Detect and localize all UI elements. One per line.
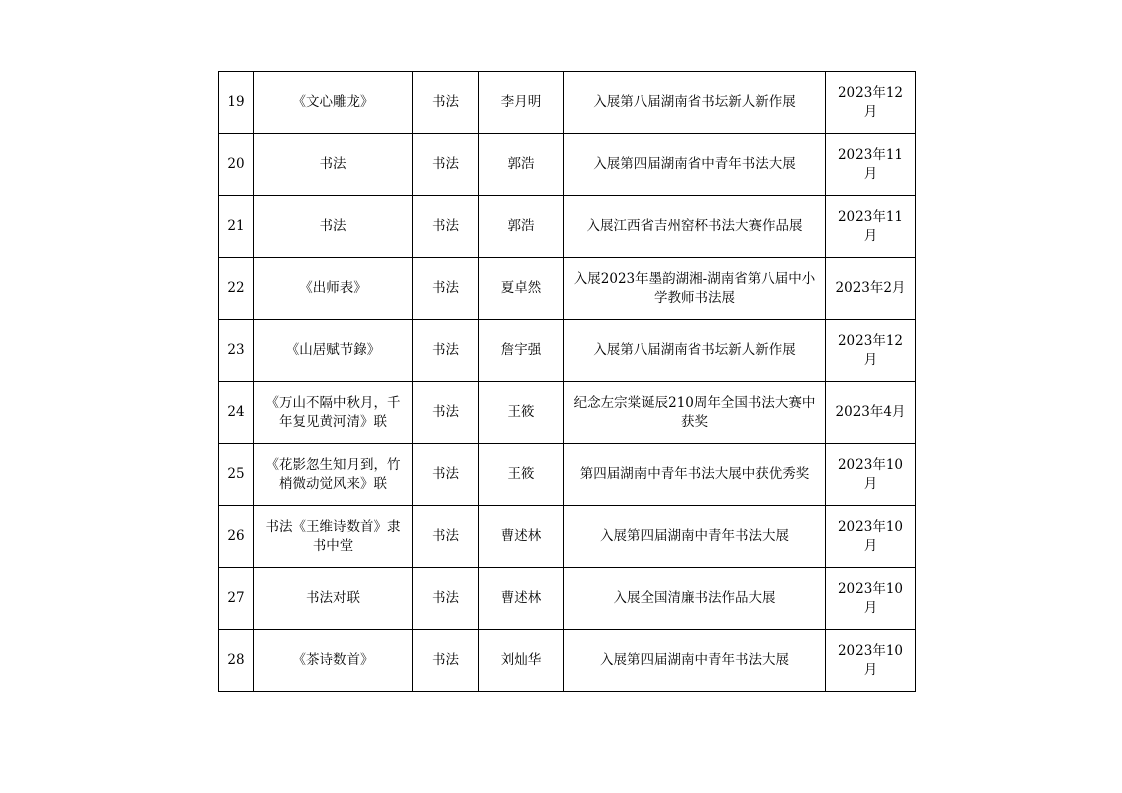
cell-category: 书法: [413, 444, 479, 506]
table-row: [219, 72, 916, 134]
cell-author: 曹述林: [479, 568, 564, 630]
cell-author: 刘灿华: [479, 630, 564, 692]
awards-table: [218, 71, 916, 692]
cell-title: 书法: [254, 134, 413, 196]
table-row: [219, 134, 916, 196]
cell-number: 24: [219, 382, 254, 444]
cell-category: 书法: [413, 258, 479, 320]
cell-category: 书法: [413, 568, 479, 630]
cell-category: 书法: [413, 72, 479, 134]
cell-title: 《山居赋节錄》: [254, 320, 413, 382]
table-row: [219, 196, 916, 258]
cell-number: 21: [219, 196, 254, 258]
cell-category: 书法: [413, 630, 479, 692]
cell-title: 书法《王维诗数首》隶书中堂: [254, 506, 413, 568]
cell-award: 入展第四届湖南省中青年书法大展: [564, 134, 826, 196]
cell-award: 入展第四届湖南中青年书法大展: [564, 630, 826, 692]
cell-title: 书法: [254, 196, 413, 258]
cell-category: 书法: [413, 320, 479, 382]
cell-author: 郭浩: [479, 134, 564, 196]
cell-number: 22: [219, 258, 254, 320]
table-row: [219, 320, 916, 382]
cell-author: 夏卓然: [479, 258, 564, 320]
cell-award: 入展江西省吉州窑杯书法大赛作品展: [564, 196, 826, 258]
cell-number: 28: [219, 630, 254, 692]
cell-category: 书法: [413, 382, 479, 444]
table-row: [219, 444, 916, 506]
cell-number: 23: [219, 320, 254, 382]
cell-author: 曹述林: [479, 506, 564, 568]
table-row: [219, 382, 916, 444]
cell-date: 2023年11月: [826, 196, 916, 258]
cell-author: 王筱: [479, 444, 564, 506]
cell-award: 纪念左宗棠诞辰210周年全国书法大赛中获奖: [564, 382, 826, 444]
cell-title: 《文心雕龙》: [254, 72, 413, 134]
cell-author: 李月明: [479, 72, 564, 134]
cell-award: 入展第八届湖南省书坛新人新作展: [564, 320, 826, 382]
cell-category: 书法: [413, 506, 479, 568]
cell-title: 《出师表》: [254, 258, 413, 320]
cell-title: 书法对联: [254, 568, 413, 630]
cell-date: 2023年12月: [826, 72, 916, 134]
cell-award: 入展2023年墨韵湖湘-湖南省第八届中小学教师书法展: [564, 258, 826, 320]
table-row: [219, 506, 916, 568]
cell-date: 2023年10月: [826, 506, 916, 568]
cell-number: 26: [219, 506, 254, 568]
cell-date: 2023年11月: [826, 134, 916, 196]
cell-date: 2023年4月: [826, 382, 916, 444]
cell-award: 入展第四届湖南中青年书法大展: [564, 506, 826, 568]
cell-number: 20: [219, 134, 254, 196]
cell-author: 詹宇强: [479, 320, 564, 382]
cell-award: 入展第八届湖南省书坛新人新作展: [564, 72, 826, 134]
cell-author: 王筱: [479, 382, 564, 444]
cell-category: 书法: [413, 134, 479, 196]
cell-number: 19: [219, 72, 254, 134]
cell-number: 25: [219, 444, 254, 506]
cell-number: 27: [219, 568, 254, 630]
cell-award: 入展全国清廉书法作品大展: [564, 568, 826, 630]
cell-date: 2023年10月: [826, 568, 916, 630]
cell-date: 2023年2月: [826, 258, 916, 320]
cell-date: 2023年10月: [826, 444, 916, 506]
cell-title: 《花影忽生知月到，竹梢微动觉风来》联: [254, 444, 413, 506]
cell-title: 《茶诗数首》: [254, 630, 413, 692]
cell-title: 《万山不隔中秋月，千年复见黄河清》联: [254, 382, 413, 444]
cell-award: 第四届湖南中青年书法大展中获优秀奖: [564, 444, 826, 506]
cell-date: 2023年12月: [826, 320, 916, 382]
cell-date: 2023年10月: [826, 630, 916, 692]
table-row: [219, 568, 916, 630]
table-row: [219, 258, 916, 320]
cell-category: 书法: [413, 196, 479, 258]
table-row: [219, 630, 916, 692]
cell-author: 郭浩: [479, 196, 564, 258]
